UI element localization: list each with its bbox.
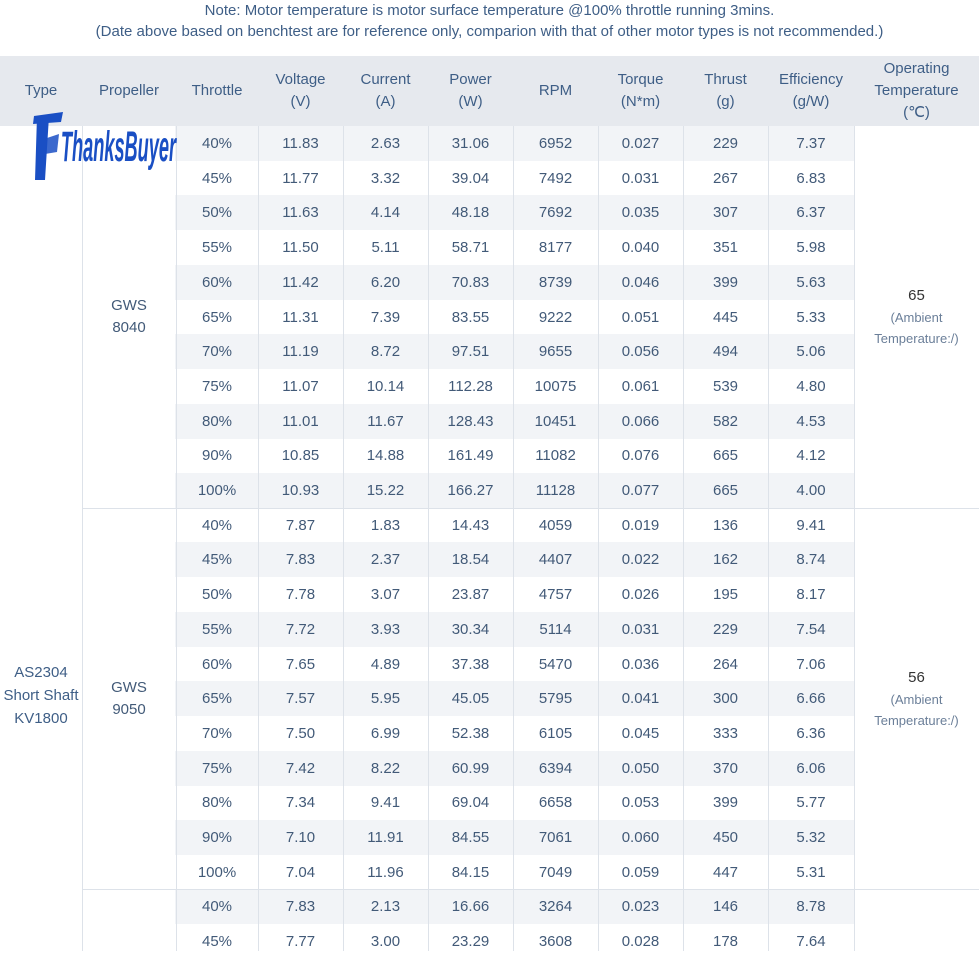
table-cell: 55% <box>201 620 233 638</box>
header-cell: Thrust (g) <box>704 71 747 110</box>
table-cell: 6105 <box>538 724 573 742</box>
group-divider <box>82 889 979 890</box>
header-cell: RPM <box>538 82 573 99</box>
motor-type-line: KV1800 <box>14 710 68 727</box>
table-cell: 447 <box>712 863 739 881</box>
table-cell: 1.83 <box>370 516 401 534</box>
table-cell: 70% <box>201 343 233 361</box>
table-cell: 4.00 <box>796 482 826 499</box>
table-cell: 7492 <box>538 169 573 187</box>
motor-type-label <box>0 661 82 730</box>
table-cell: 80% <box>201 412 233 430</box>
table-cell: 10.85 <box>281 447 320 465</box>
table-cell: 18.54 <box>451 551 490 569</box>
table-cell: 161.49 <box>447 447 494 465</box>
table-cell: 84.55 <box>451 829 490 846</box>
table-cell: 6.36 <box>796 724 826 742</box>
table-cell: 5.06 <box>796 343 826 361</box>
table-cell: 11.67 <box>367 412 404 430</box>
table-cell: 45% <box>201 169 233 187</box>
table-cell: 84.15 <box>451 863 490 881</box>
table-cell: 10.93 <box>281 482 320 499</box>
group-divider <box>82 508 979 509</box>
table-cell: 7.54 <box>796 620 826 638</box>
table-cell: 7049 <box>538 863 573 881</box>
table-cell: 9.41 <box>370 794 401 812</box>
table-cell: 5.95 <box>370 690 401 708</box>
table-cell: 23.29 <box>451 933 490 951</box>
table-cell: 45.05 <box>451 690 490 708</box>
header-cell: Type <box>24 82 58 99</box>
table-cell: 6.37 <box>796 204 826 222</box>
table-cell: 55% <box>201 239 233 257</box>
table-cell: 0.056 <box>621 343 660 361</box>
table-cell: 264 <box>712 655 739 673</box>
table-cell: 5470 <box>538 655 573 673</box>
table-cell: 7692 <box>538 204 573 222</box>
table-cell: 582 <box>712 412 739 430</box>
table-cell: 7.39 <box>370 308 401 326</box>
table-cell: 136 <box>712 516 739 534</box>
table-cell: 39.04 <box>451 169 490 187</box>
table-cell: 0.023 <box>621 898 660 916</box>
temperature-value: 56 <box>908 668 925 686</box>
table-cell: 60.99 <box>451 759 490 777</box>
temperature-label <box>854 285 979 349</box>
table-cell: 11.31 <box>282 308 319 326</box>
table-cell: 8739 <box>538 273 573 291</box>
temperature-cell <box>855 889 979 958</box>
header-cell: Torque (N*m) <box>617 71 664 110</box>
table-cell: 162 <box>712 551 739 569</box>
header-cell: Power (W) <box>449 71 492 110</box>
table-cell: 7.42 <box>285 759 316 777</box>
column-divider <box>683 126 684 951</box>
table-cell: 0.061 <box>621 377 660 395</box>
table-cell: 14.88 <box>366 447 405 465</box>
header-cell: Current (A) <box>360 71 411 110</box>
table-cell: 11.96 <box>367 863 404 881</box>
table-cell: 7.65 <box>285 655 316 673</box>
table-cell: 11.01 <box>282 412 319 430</box>
table-cell: 31.06 <box>451 135 490 152</box>
table-cell: 11.63 <box>282 204 319 222</box>
table-cell: 0.051 <box>621 308 660 326</box>
table-cell: 5.31 <box>796 863 826 881</box>
table-cell: 445 <box>712 308 739 326</box>
table-cell: 146 <box>712 898 739 916</box>
table-cell: 0.036 <box>621 655 660 673</box>
table-cell: 90% <box>201 829 233 846</box>
table-cell: 6658 <box>538 794 573 812</box>
table-cell: 6.20 <box>370 273 401 291</box>
table-cell: 5.63 <box>796 273 826 291</box>
table-cell: 0.027 <box>621 135 660 152</box>
header-cell: Efficiency (g/W) <box>779 71 843 110</box>
table-cell: 90% <box>201 447 233 465</box>
table-cell: 665 <box>712 482 739 499</box>
table-cell: 0.035 <box>621 204 660 222</box>
table-cell: 14.43 <box>451 516 490 534</box>
column-divider <box>343 126 344 951</box>
column-divider <box>176 126 177 951</box>
propeller-label-line: GWS <box>111 678 147 696</box>
table-cell: 52.38 <box>451 724 490 742</box>
table-cell: 6.66 <box>796 690 826 708</box>
table-cell: 0.050 <box>621 759 660 777</box>
table-cell: 80% <box>201 794 233 812</box>
table-cell: 15.22 <box>366 482 405 499</box>
table-cell: 97.51 <box>451 343 490 361</box>
table-cell: 8.17 <box>796 586 826 604</box>
table-cell: 4.80 <box>796 377 826 395</box>
table-cell: 4.89 <box>370 655 401 673</box>
ambient-note: Temperature:/) <box>874 330 959 346</box>
table-cell: 7.72 <box>285 620 316 638</box>
propeller-label-line: 8040 <box>112 318 146 336</box>
table-cell: 3.93 <box>370 620 401 638</box>
header-cell: Voltage (V) <box>275 71 326 110</box>
table-cell: 3608 <box>538 933 573 951</box>
table-cell: 70.83 <box>451 273 490 291</box>
table-cell: 5795 <box>538 690 573 708</box>
table-cell: 50% <box>201 586 233 604</box>
table-cell: 50% <box>201 204 233 222</box>
table-cell: 5.77 <box>796 794 826 812</box>
table-cell: 4407 <box>538 551 573 569</box>
table-cell: 0.059 <box>621 863 660 881</box>
column-divider <box>428 126 429 951</box>
table-cell: 30.34 <box>451 620 490 638</box>
motor-type-line: Short Shaft <box>3 687 79 704</box>
table-cell: 7.34 <box>285 794 316 812</box>
table-cell: 11.42 <box>282 273 319 291</box>
table-cell: 7.77 <box>285 933 316 951</box>
table-cell: 7.50 <box>285 724 316 742</box>
table-cell: 10.14 <box>366 377 405 395</box>
table-cell: 7.83 <box>285 551 316 569</box>
propeller-label <box>83 295 175 339</box>
table-cell: 0.019 <box>621 516 660 534</box>
table-cell: 0.028 <box>621 933 660 951</box>
table-cell: 4059 <box>538 516 573 534</box>
table-cell: 5.98 <box>796 239 826 257</box>
ambient-note: (Ambient <box>890 691 943 707</box>
note-line-2: (Date above based on benchtest are for reference only, comparion with that of other motor types is not recommended.) <box>95 23 884 40</box>
propeller-label-line: 9050 <box>112 700 146 718</box>
table-cell: 195 <box>712 586 739 604</box>
table-cell: 4757 <box>538 586 573 604</box>
table-cell: 83.55 <box>451 308 490 326</box>
table-cell: 6.06 <box>796 759 826 777</box>
table-cell: 178 <box>712 933 739 951</box>
temperature-label <box>854 667 979 731</box>
table-cell: 9.41 <box>796 516 826 534</box>
table-cell: 100% <box>197 482 237 499</box>
ambient-note: Temperature:/) <box>874 712 959 728</box>
table-cell: 494 <box>712 343 739 361</box>
table-cell: 7.10 <box>285 829 316 846</box>
column-divider <box>598 126 599 951</box>
table-cell: 7.64 <box>796 933 826 951</box>
table-cell: 6.83 <box>796 169 826 187</box>
table-cell: 370 <box>712 759 739 777</box>
table-cell: 11.77 <box>282 169 319 187</box>
table-cell: 0.041 <box>621 690 660 708</box>
table-cell: 70% <box>201 724 233 742</box>
note-section <box>0 0 979 56</box>
svg-text:ThanksBuyer: ThanksBuyer <box>60 121 178 171</box>
table-cell: 58.71 <box>451 239 490 257</box>
table-cell: 40% <box>201 135 233 152</box>
table-cell: 16.66 <box>451 898 490 916</box>
table-cell: 65% <box>201 308 233 326</box>
table-cell: 45% <box>201 933 233 951</box>
table-cell: 9222 <box>538 308 573 326</box>
table-cell: 300 <box>712 690 739 708</box>
table-cell: 333 <box>712 724 739 742</box>
table-cell: 7061 <box>538 829 573 846</box>
table-cell: 399 <box>712 273 739 291</box>
table-cell: 7.87 <box>285 516 316 534</box>
table-cell: 4.12 <box>796 447 826 465</box>
table-cell: 5.33 <box>796 308 826 326</box>
table-cell: 399 <box>712 794 739 812</box>
table-cell: 11.50 <box>282 239 319 257</box>
table-cell: 2.37 <box>370 551 401 569</box>
column-divider <box>854 126 855 951</box>
table-cell: 37.38 <box>451 655 490 673</box>
table-cell: 112.28 <box>448 377 493 395</box>
table-cell: 40% <box>201 516 233 534</box>
column-divider <box>258 126 259 951</box>
header-cell: Operating Temperature (℃) <box>874 60 959 121</box>
column-divider <box>82 126 83 951</box>
table-cell: 11.19 <box>282 343 319 361</box>
table-cell: 3264 <box>538 898 573 916</box>
table-cell: 6.99 <box>370 724 401 742</box>
propeller-label-line: GWS <box>111 296 147 314</box>
table-cell: 65% <box>201 690 233 708</box>
table-cell: 0.031 <box>621 620 660 638</box>
table-cell: 0.040 <box>621 239 660 257</box>
column-divider <box>513 126 514 951</box>
table-cell: 0.076 <box>621 447 660 465</box>
table-cell: 11.91 <box>367 829 404 846</box>
table-cell: 11.83 <box>282 135 319 152</box>
table-cell: 267 <box>712 169 739 187</box>
table-cell: 7.57 <box>285 690 316 708</box>
table-cell: 7.04 <box>285 863 316 881</box>
table-cell: 11.07 <box>282 377 319 395</box>
table-cell: 5.32 <box>796 829 826 846</box>
table-cell: 229 <box>712 620 739 638</box>
table-cell: 7.83 <box>285 898 316 916</box>
motor-type-line: AS2304 <box>14 664 68 681</box>
table-cell: 8.22 <box>370 759 401 777</box>
table-cell: 6394 <box>538 759 573 777</box>
table-cell: 45% <box>201 551 233 569</box>
note-line-1: Note: Motor temperature is motor surface temperature @100% throttle running 3mins. <box>204 2 775 19</box>
ambient-note: (Ambient <box>890 309 943 325</box>
table-cell: 60% <box>201 655 233 673</box>
table-cell: 7.37 <box>796 135 826 152</box>
table-cell: 60% <box>201 273 233 291</box>
table-cell: 0.031 <box>621 169 660 187</box>
table-cell: 11082 <box>535 447 576 465</box>
table-cell: 10075 <box>534 377 577 395</box>
table-cell: 539 <box>712 377 739 395</box>
table-cell: 128.43 <box>447 412 494 430</box>
table-cell: 166.27 <box>447 482 494 499</box>
table-cell: 5114 <box>539 620 572 638</box>
column-divider <box>768 126 769 951</box>
table-cell: 2.63 <box>370 135 401 152</box>
table-cell: 75% <box>201 759 233 777</box>
propeller-cell <box>83 889 175 958</box>
table-cell: 0.026 <box>621 586 660 604</box>
table-cell: 0.045 <box>621 724 660 742</box>
table-cell: 4.14 <box>370 204 401 222</box>
header-cell: Propeller <box>98 82 160 99</box>
table-cell: 40% <box>201 898 233 916</box>
table-cell: 229 <box>712 135 739 152</box>
table-cell: 23.87 <box>451 586 490 604</box>
propeller-label <box>83 677 175 721</box>
table-cell: 2.13 <box>370 898 401 916</box>
table-cell: 10451 <box>534 412 577 430</box>
table-cell: 8.72 <box>370 343 401 361</box>
table-cell: 3.32 <box>370 169 401 187</box>
table-cell: 0.022 <box>621 551 660 569</box>
table-cell: 69.04 <box>451 794 490 812</box>
table-cell: 0.077 <box>621 482 660 499</box>
table-cell: 4.53 <box>796 412 826 430</box>
thanksbuyer-logo <box>33 96 178 182</box>
table-cell: 8.74 <box>796 551 826 569</box>
type-cell <box>0 126 82 951</box>
temperature-value: 65 <box>908 286 925 304</box>
table-cell: 0.066 <box>621 412 660 430</box>
table-cell: 11128 <box>535 482 576 499</box>
table-cell: 0.053 <box>621 794 660 812</box>
table-cell: 5.11 <box>371 239 400 257</box>
table-cell: 450 <box>712 829 739 846</box>
table-cell: 48.18 <box>451 204 490 222</box>
table-cell: 75% <box>201 377 233 395</box>
table-cell: 100% <box>197 863 237 881</box>
table-cell: 351 <box>712 239 739 257</box>
table-cell: 8177 <box>538 239 573 257</box>
table-cell: 8.78 <box>796 898 826 916</box>
table-cell: 0.046 <box>621 273 660 291</box>
header-cell: Throttle <box>191 82 243 99</box>
table-cell: 9655 <box>538 343 573 361</box>
table-cell: 3.07 <box>370 586 401 604</box>
table-cell: 3.00 <box>370 933 401 951</box>
table-cell: 6952 <box>538 135 573 152</box>
table-cell: 7.78 <box>285 586 316 604</box>
table-cell: 7.06 <box>796 655 826 673</box>
table-cell: 307 <box>712 204 739 222</box>
table-cell: 0.060 <box>621 829 660 846</box>
table-cell: 665 <box>712 447 739 465</box>
